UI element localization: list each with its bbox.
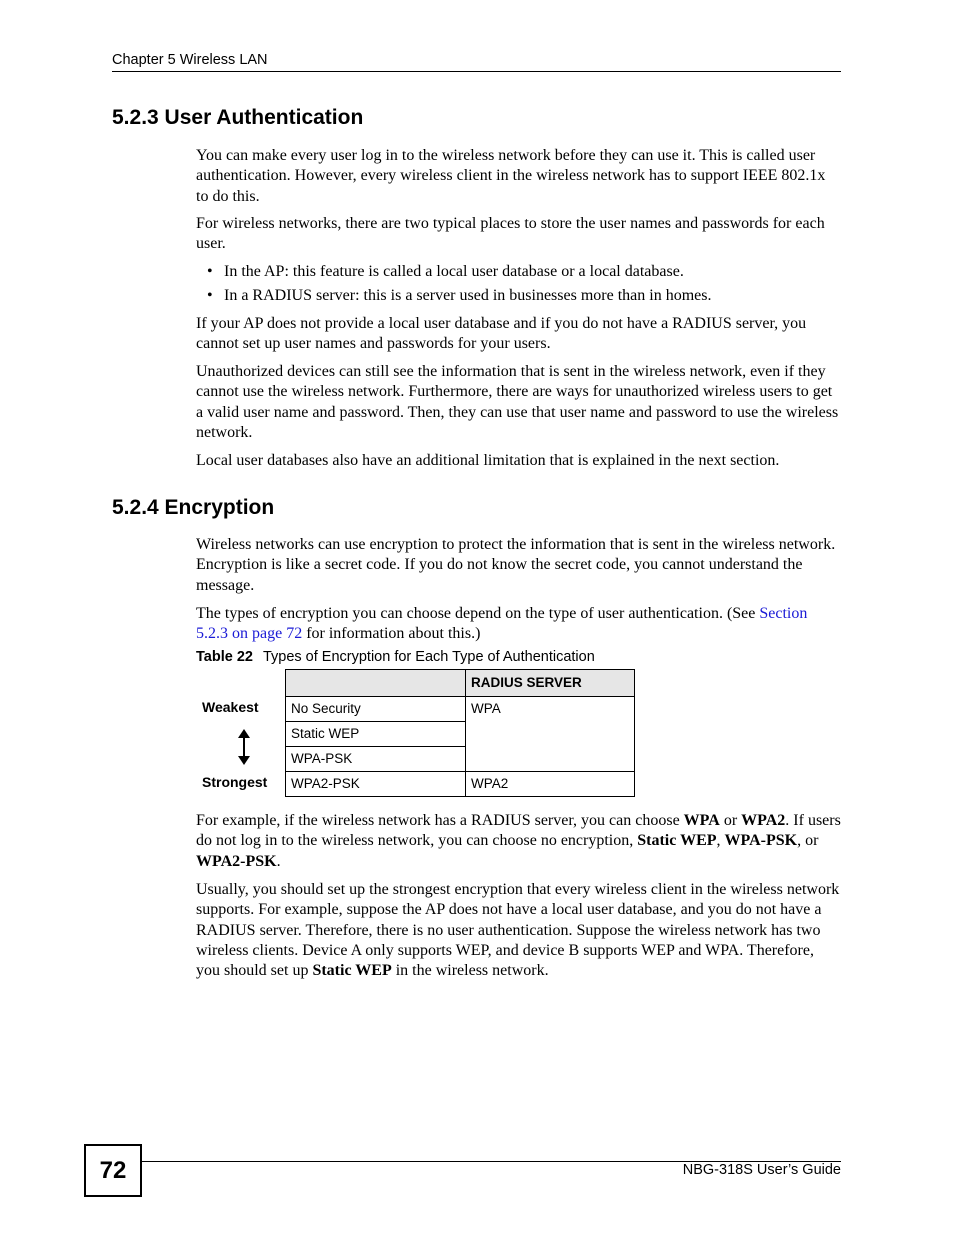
list-item-text: In a RADIUS server: this is a server used in businesses more than in homes.: [224, 287, 712, 304]
header-divider: [112, 71, 841, 72]
table-cell: Static WEP: [286, 722, 466, 747]
section-5-2-4-title: 5.2.4 Encryption: [112, 496, 275, 519]
table-caption: [196, 649, 595, 665]
table-header-cell: RADIUS SERVER: [466, 670, 635, 697]
paragraph: Usually, you should set up the strongest encryption that every wireless client in the wireless network supports. For example, suppose the AP does not have a local user database, and you do not have a RADIUS server. Therefore, there is no user authentication. Suppose the wireless network has two wireless clients. Device A only supports WEP, and device B supports WEP and WPA. Therefore, you should set up Static WEP in the wireless network.: [196, 881, 840, 980]
running-header: Chapter 5 Wireless LAN: [112, 52, 268, 68]
table-row: [286, 697, 635, 722]
table-cell: WPA2: [466, 772, 635, 797]
strongest-label: Strongest: [202, 774, 268, 790]
paragraph-with-link: [196, 604, 841, 645]
encryption-table: [285, 669, 635, 797]
table-cell: WPA2-PSK: [286, 772, 466, 797]
table-caption-text: Types of Encryption for Each Type of Authentication: [262, 649, 595, 665]
table-cell: WPA-PSK: [286, 747, 466, 772]
paragraph: If your AP does not provide a local user database and if you do not have a RADIUS server, you cannot set up user names and passwords for your users.: [196, 315, 807, 353]
double-arrow-icon: [236, 728, 252, 766]
paragraph: For example, if the wireless network has a RADIUS server, you can choose WPA or WPA2. If users do not log in to the wireless network, you can choose no encryption, Static WEP, WPA-PSK, or WPA2-PSK.: [196, 812, 841, 870]
list-item: • In a RADIUS server: this is a server used in businesses more than in homes.: [207, 287, 712, 304]
table-cell: WPA: [466, 697, 635, 772]
list-item-text: In the AP: this feature is called a local user database or a local database.: [224, 263, 684, 280]
paragraph: Unauthorized devices can still see the information that is sent in the wireless network, even if they cannot use the wireless network. Furthermore, there are ways for unauthorized wireless users to get a valid user name and password. Then, they can use that user name and password to use the wireless network.: [196, 363, 839, 441]
table-header-row: [286, 670, 635, 697]
paragraph: You can make every user log in to the wireless network before they can use it. This is called user authentication. However, every wireless client in the wireless network has to support IEEE 802.1x to do this.: [196, 147, 826, 205]
paragraph: For wireless networks, there are two typical places to store the user names and passwords for each user.: [196, 215, 825, 253]
footer-guide-title: NBG-318S User’s Guide: [682, 1162, 841, 1178]
table-row: [286, 772, 635, 797]
paragraph: Local user databases also have an additional limitation that is explained in the next section.: [196, 452, 780, 469]
paragraph-text: for information about this.): [302, 625, 481, 643]
table-cell: No Security: [286, 697, 466, 722]
table-header-cell: [286, 670, 466, 697]
page-number: 72: [84, 1144, 142, 1197]
paragraph: Wireless networks can use encryption to protect the information that is sent in the wireless network. Encryption is like a secret code. If you do not know the secret code, you cannot understand the message.: [196, 536, 836, 594]
table-caption-label: Table 22: [196, 649, 253, 665]
weakest-label: Weakest: [202, 699, 259, 715]
paragraph-text: The types of encryption you can choose depend on the type of user authentication. (See: [196, 605, 760, 622]
list-item: • In the AP: this feature is called a local user database or a local database.: [207, 263, 684, 280]
section-5-2-3-title: 5.2.3 User Authentication: [112, 106, 364, 129]
section-link[interactable]: Section 5.2.3 on page 72: [196, 605, 808, 643]
